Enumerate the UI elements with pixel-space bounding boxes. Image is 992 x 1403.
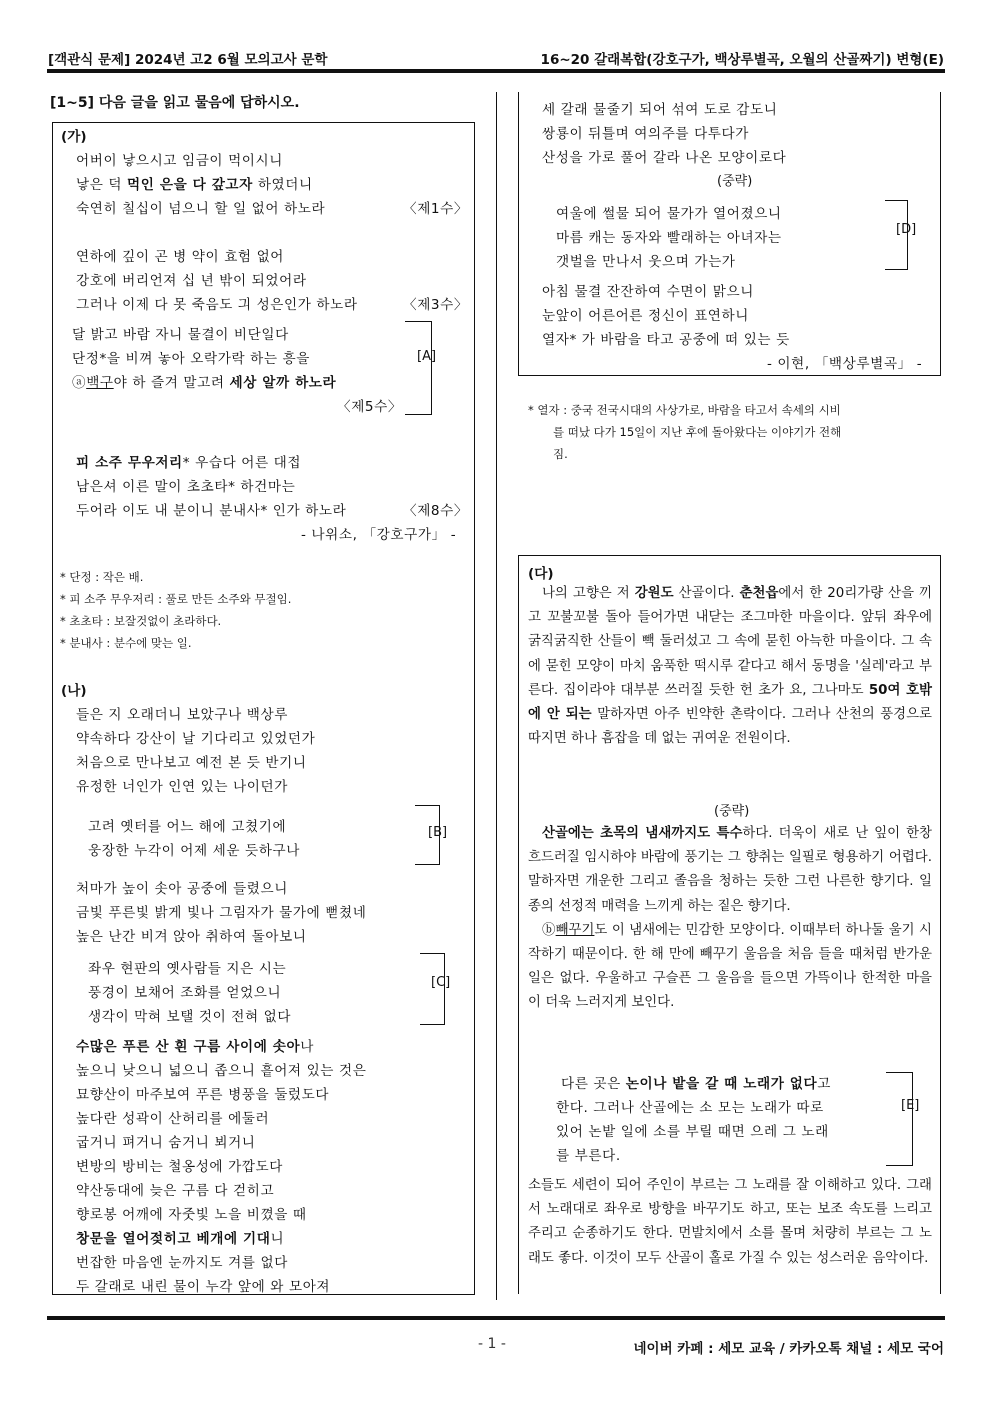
footnote: * 열자 : 중국 전국시대의 사상가로, 바람을 타고서 속세의 시비 — [528, 403, 841, 417]
poem-line: 좌우 현판의 옛사람들 지은 시는 — [88, 961, 287, 977]
poem-line: 고려 옛터를 어느 해에 고쳤기에 — [88, 819, 287, 835]
poem-line: 숙연히 칠십이 넘으니 할 일 없어 하노라 — [76, 201, 326, 217]
section-label-na: (나) — [61, 683, 87, 699]
poem-line: 여울에 썰물 되어 물가가 열어졌으니 — [556, 206, 782, 222]
section-label-ga: (가) — [61, 129, 87, 145]
poem-line: 눈앞이 어른어른 정신이 표연하니 — [542, 308, 750, 324]
poem-line: 아침 물결 잔잔하여 수면이 맑으니 — [542, 284, 754, 300]
poem-line: 번잡한 마음엔 눈까지도 겨를 없다 — [76, 1255, 288, 1271]
stanza-tag: 〈제1수〉 — [403, 201, 469, 217]
prose-paragraph-2: 산골에는 초목의 냄새까지도 특수하다. 더욱이 새로 난 잎이 한창 흐드러질 임시하야 바람에 풍기는 그 향취는 일필로 형용하기 어렵다. 말하자면 개운한 그리고 졸음을 청하는 듯한 그런 나른한 향기다. 일종의 선정적 매력을 느끼게 하는 짙은 향기다. ⓑ빼꾸기도 이 냄새에는 민감한 모양이다. 이때부터 하나둘 울기 시작하기 때문이다. 한 해 만에 빼꾸기 울음을 처음 들을 때처럼 반가운 일은 없다. 우울하고 구슬픈 그 울음을 들으면 가뜩이나 한적한 마을이 더욱 느러지게 보인다. — [528, 826, 932, 1011]
poem-line: 높은 난간 비겨 앉아 취하여 돌아보니 — [76, 929, 307, 945]
source-citation: - 이현, 「백상루별곡」 - — [767, 356, 923, 372]
bracket-label-e: [E] — [901, 1098, 920, 1113]
footnote: 짐. — [553, 447, 568, 461]
poem-line: 쌍룡이 뒤틀며 여의주를 다투다가 — [542, 126, 750, 142]
poem-line: 세 갈래 물줄기 되어 섞여 도로 감도니 — [542, 102, 778, 118]
stanza-tag: 〈제3수〉 — [403, 297, 469, 313]
poem-line: 수많은 푸른 산 흰 구름 사이에 솟아나 — [76, 1039, 314, 1055]
poem-line: 높으니 낮으니 넓으니 좁으니 흩어져 있는 것은 — [76, 1063, 367, 1079]
poem-line: 처음으로 만나보고 예전 본 듯 반기니 — [76, 755, 307, 771]
poem-line: 묘향산이 마주보여 푸른 병풍을 둘렀도다 — [76, 1087, 330, 1103]
page-number: - 1 - — [478, 1336, 506, 1352]
header-section-title: 16~20 갈래복합(강호구가, 백상루별곡, 오월의 산골짜기) 변형(E) — [540, 52, 944, 68]
header-rule — [47, 69, 945, 73]
poem-line: 변방의 방비는 철옹성에 가깝도다 — [76, 1159, 284, 1175]
omission-mark: (중략) — [717, 174, 753, 189]
section-label-da: (다) — [528, 566, 554, 582]
footnote: * 초초타 : 보잘것없이 초라하다. — [60, 614, 222, 628]
poem-line: 높다란 성곽이 산허리를 에둘러 — [76, 1111, 270, 1127]
footer-rule — [47, 1316, 945, 1320]
bracket-a — [405, 321, 432, 415]
poem-line: 들은 지 오래더니 보았구나 백상루 — [76, 707, 288, 723]
poem-line: 두 갈래로 내린 물이 누각 앞에 와 모아져 — [76, 1279, 331, 1295]
poem-line: 마름 캐는 동자와 빨래하는 아녀자는 — [556, 230, 782, 246]
poem-line: 그러나 이제 다 못 죽음도 긔 성은인가 하노라 — [76, 297, 358, 313]
poem-line: 어버이 낳으시고 임금이 먹이시니 — [76, 153, 284, 169]
poem-line: 처마가 높이 솟아 공중에 들렸으니 — [76, 881, 288, 897]
poem-line: 달 밝고 바람 자니 물결이 비단일다 — [72, 327, 289, 343]
poem-line: 갯벌을 만나서 웃으며 가는가 — [556, 254, 736, 270]
stanza-tag: 〈제5수〉 — [337, 399, 403, 415]
prose-line-e: 를 부른다. — [556, 1148, 621, 1164]
bracket-label-a: [A] — [417, 349, 437, 364]
prose-paragraph-3: 소들도 세련이 되어 주인이 부르는 그 노래를 잘 이해하고 있다. 그래서 노래대로 좌우로 방향을 바꾸기도 하고, 또는 보조 속도를 느리고 주리고 순종하기도 한다. 먼발치에서 소를 몰며 처량히 부르는 그 노래도 좋다. 이것이 모두 산골이 홀로 가질 수 있는 성스러운 음악이다. — [528, 1178, 932, 1266]
footnote: * 단정 : 작은 배. — [60, 570, 144, 584]
poem-line: 남은셔 이른 말이 초초타* 하건마는 — [76, 479, 296, 495]
passage-box-right-top — [518, 92, 941, 376]
poem-line: 향로봉 어깨에 자줏빛 노을 비꼈을 때 — [76, 1207, 307, 1223]
poem-line: 산성을 가로 풀어 갈라 나온 모양이로다 — [542, 150, 787, 166]
poem-line: 피 소주 무우저리* 우습다 어른 대접 — [76, 455, 302, 471]
footnote: * 분내사 : 분수에 맞는 일. — [60, 636, 192, 650]
passage-box-left — [52, 122, 475, 1295]
source-citation: - 나위소, 「강호구가」 - — [301, 527, 457, 543]
poem-line: 웅장한 누각이 어제 세운 듯하구나 — [88, 843, 300, 859]
prose-line-e: 다른 곳은 논이나 밭을 갈 때 노래가 없다고 — [561, 1076, 831, 1092]
poem-line: 굽거니 펴거니 숨거니 뵈거니 — [76, 1135, 256, 1151]
bracket-label-d: [D] — [896, 222, 917, 237]
prose-paragraph-1: 나의 고향은 저 강원도 산골이다. 춘천읍에서 한 20리가량 산을 끼고 꼬불꼬불 돌아 들어가면 내닫는 조그마한 마을이다. 앞뒤 좌우에 굵직굵직한 산들이 빽 둘러섰고 그 속에 묻힌 아늑한 마을이다. 그 속에 묻힌 모양이 마치 움푹한 떡시루 같다고 해서 동명을 '실레'라고 부른다. 집이라야 대부분 쓰러질 듯한 헌 초가 요, 그나마도 50여 호밖에 안 되는 말하자면 아주 빈약한 촌락이다. 그러나 산천의 풍경으로 따지면 하나 흠잡을 데 없는 귀여운 전원이다. — [528, 586, 933, 747]
poem-line: 약속하다 강산이 날 기다리고 있었던가 — [76, 731, 316, 747]
poem-line: 두어라 이도 내 분이니 분내사* 인가 하노라 — [76, 503, 347, 519]
footnote: 를 떠났 다가 15일이 지난 후에 돌아왔다는 이야기가 전해 — [553, 425, 842, 439]
poem-line: 단정*을 비껴 놓아 오락가락 하는 흥을 — [72, 351, 310, 367]
prose-line-e: 있어 논밭 일에 소를 부릴 때면 으레 그 노래 — [556, 1124, 829, 1140]
prose-line-e: 한다. 그러나 산골에는 소 모는 노래가 따로 — [556, 1100, 824, 1116]
bracket-label-c: [C] — [431, 975, 451, 990]
header-exam-title: [객관식 문제] 2024년 고2 6월 모의고사 문학 — [48, 52, 328, 68]
footnote: * 피 소주 무우저리 : 풀로 만든 소주와 무절임. — [60, 592, 292, 606]
poem-line: 낳은 덕 먹인 은을 다 갚고자 하였더니 — [76, 177, 313, 193]
poem-line: 금빛 푸른빛 밝게 빛나 그림자가 물가에 뻗쳤네 — [76, 905, 367, 921]
stanza-tag: 〈제8수〉 — [403, 503, 469, 519]
poem-line: 생각이 막혀 보탤 것이 전혀 없다 — [88, 1009, 292, 1025]
poem-line: 유정한 너인가 인연 있는 나이던가 — [76, 779, 288, 795]
bracket-label-b: [B] — [428, 825, 448, 840]
omission-mark: (중략) — [714, 804, 750, 819]
instruction: [1~5] 다음 글을 읽고 물음에 답하시오. — [50, 95, 300, 111]
poem-line: ⓐ백구야 하 즐겨 말고려 세상 알까 하노라 — [72, 375, 337, 391]
footer-contact: 네이버 카페 : 세모 교육 / 카카오톡 채널 : 세모 국어 — [633, 1341, 944, 1357]
poem-line: 창문을 열어젖히고 베개에 기대니 — [76, 1231, 285, 1247]
poem-line: 풍경이 보채어 조화를 얻었으니 — [88, 985, 282, 1001]
bracket-e — [886, 1072, 913, 1166]
poem-line: 약산동대에 늦은 구름 다 걷히고 — [76, 1183, 275, 1199]
poem-line: 연하에 깊이 곤 병 약이 효험 없어 — [76, 249, 285, 265]
column-divider — [496, 92, 497, 1300]
poem-line: 열자* 가 바람을 타고 공중에 떠 있는 듯 — [542, 332, 790, 348]
poem-line: 강호에 버리언져 십 년 밖이 되었어라 — [76, 273, 307, 289]
